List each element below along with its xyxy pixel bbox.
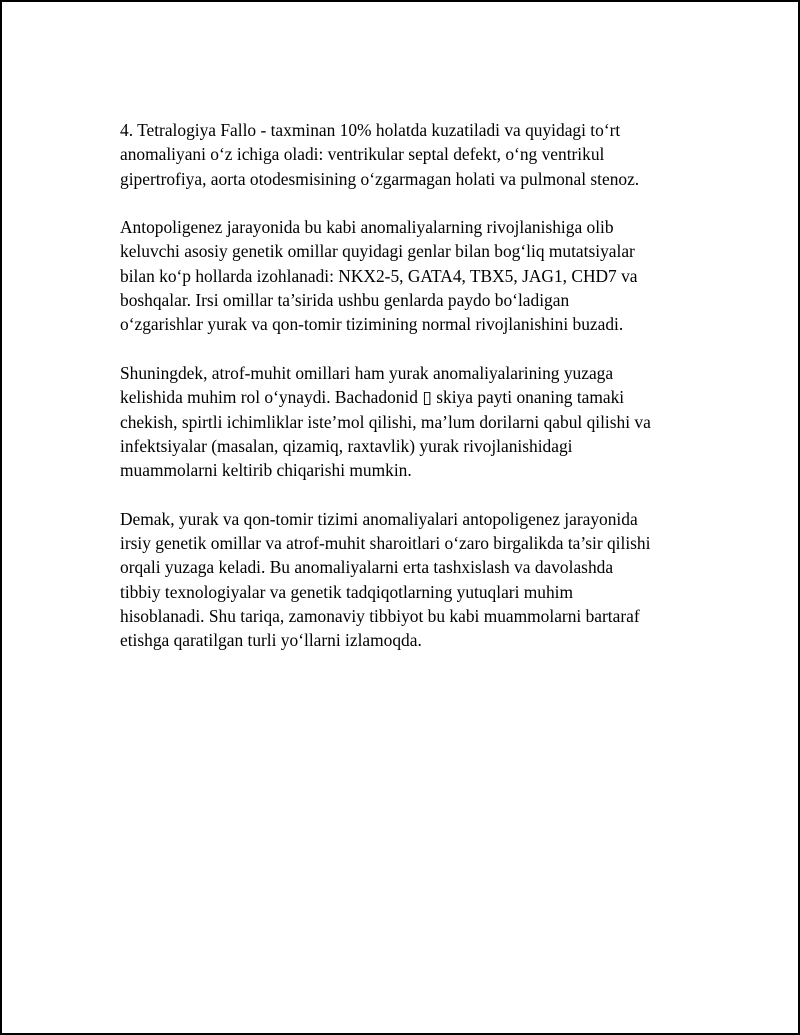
text-line: hisoblanadi. Shu tariqa, zamonaviy tibbiyot bu kabi muammolarni bartaraf (120, 605, 640, 626)
document-body (120, 118, 700, 677)
paragraph-genetic-factors (120, 215, 700, 336)
text-line: Demak, yurak va qon-tomir tizimi anomaliyalari antopoligenez jarayonida (120, 508, 638, 529)
text-line: 4. Tetralogiya Fallo - taxminan 10% holatda kuzatiladi va quyidagi to‘rt (120, 120, 621, 140)
text-line: boshqalar. Irsi omillar ta’sirida ushbu genlarda paydo bo‘ladigan (120, 290, 570, 311)
text-line: kelishida muhim rol o‘ynaydi. Bachadonid ▯ skiya payti onaning tamaki (120, 387, 625, 408)
text-line: orqali yuzaga keladi. Bu anomaliyalarni erta tashxislash va davolashda (120, 557, 614, 578)
text-line: irsiy genetik omillar va atrof-muhit sharoitlari o‘zaro birgalikda ta’sir qilishi (120, 533, 651, 554)
paragraph-conclusion (120, 507, 700, 653)
text-line: bilan ko‘p hollarda izohlanadi: NKX2-5, GATA4, TBX5, JAG1, CHD7 va (120, 265, 638, 286)
text-line: Antopoligenez jarayonida bu kabi anomaliyalarning rivojlanishiga olib (120, 217, 614, 238)
text-line: muammolarni keltirib chiqarishi mumkin. (120, 460, 412, 481)
paragraph-environmental-factors (120, 361, 700, 482)
paragraph-tetralogy-fallot (120, 118, 700, 191)
text-line: infektsiyalar (masalan, qizamiq, raxtavlik) yurak rivojlanishidagi (120, 435, 573, 456)
text-line: etishga qaratilgan turli yo‘llarni izlamoqda. (120, 630, 422, 651)
text-line: gipertrofiya, aorta otodesmisining o‘zgarmagan holati va pulmonal stenoz. (120, 168, 640, 189)
text-line: o‘zgarishlar yurak va qon-tomir tizimining normal rivojlanishini buzadi. (120, 314, 624, 335)
text-line: keluvchi asosiy genetik omillar quyidagi genlar bilan bog‘liq mutatsiyalar (120, 241, 635, 262)
text-line: chekish, spirtli ichimliklar iste’mol qilishi, ma’lum dorilarni qabul qilishi va (120, 411, 651, 432)
text-line: Shuningdek, atrof-muhit omillari ham yurak anomaliyalarining yuzaga (120, 362, 614, 383)
text-line: anomaliyani o‘z ichiga oladi: ventrikular septal defekt, o‘ng ventrikul (120, 144, 605, 165)
text-line: tibbiy texnologiyalar va genetik tadqiqotlarning yutuqlari muhim (120, 581, 574, 602)
